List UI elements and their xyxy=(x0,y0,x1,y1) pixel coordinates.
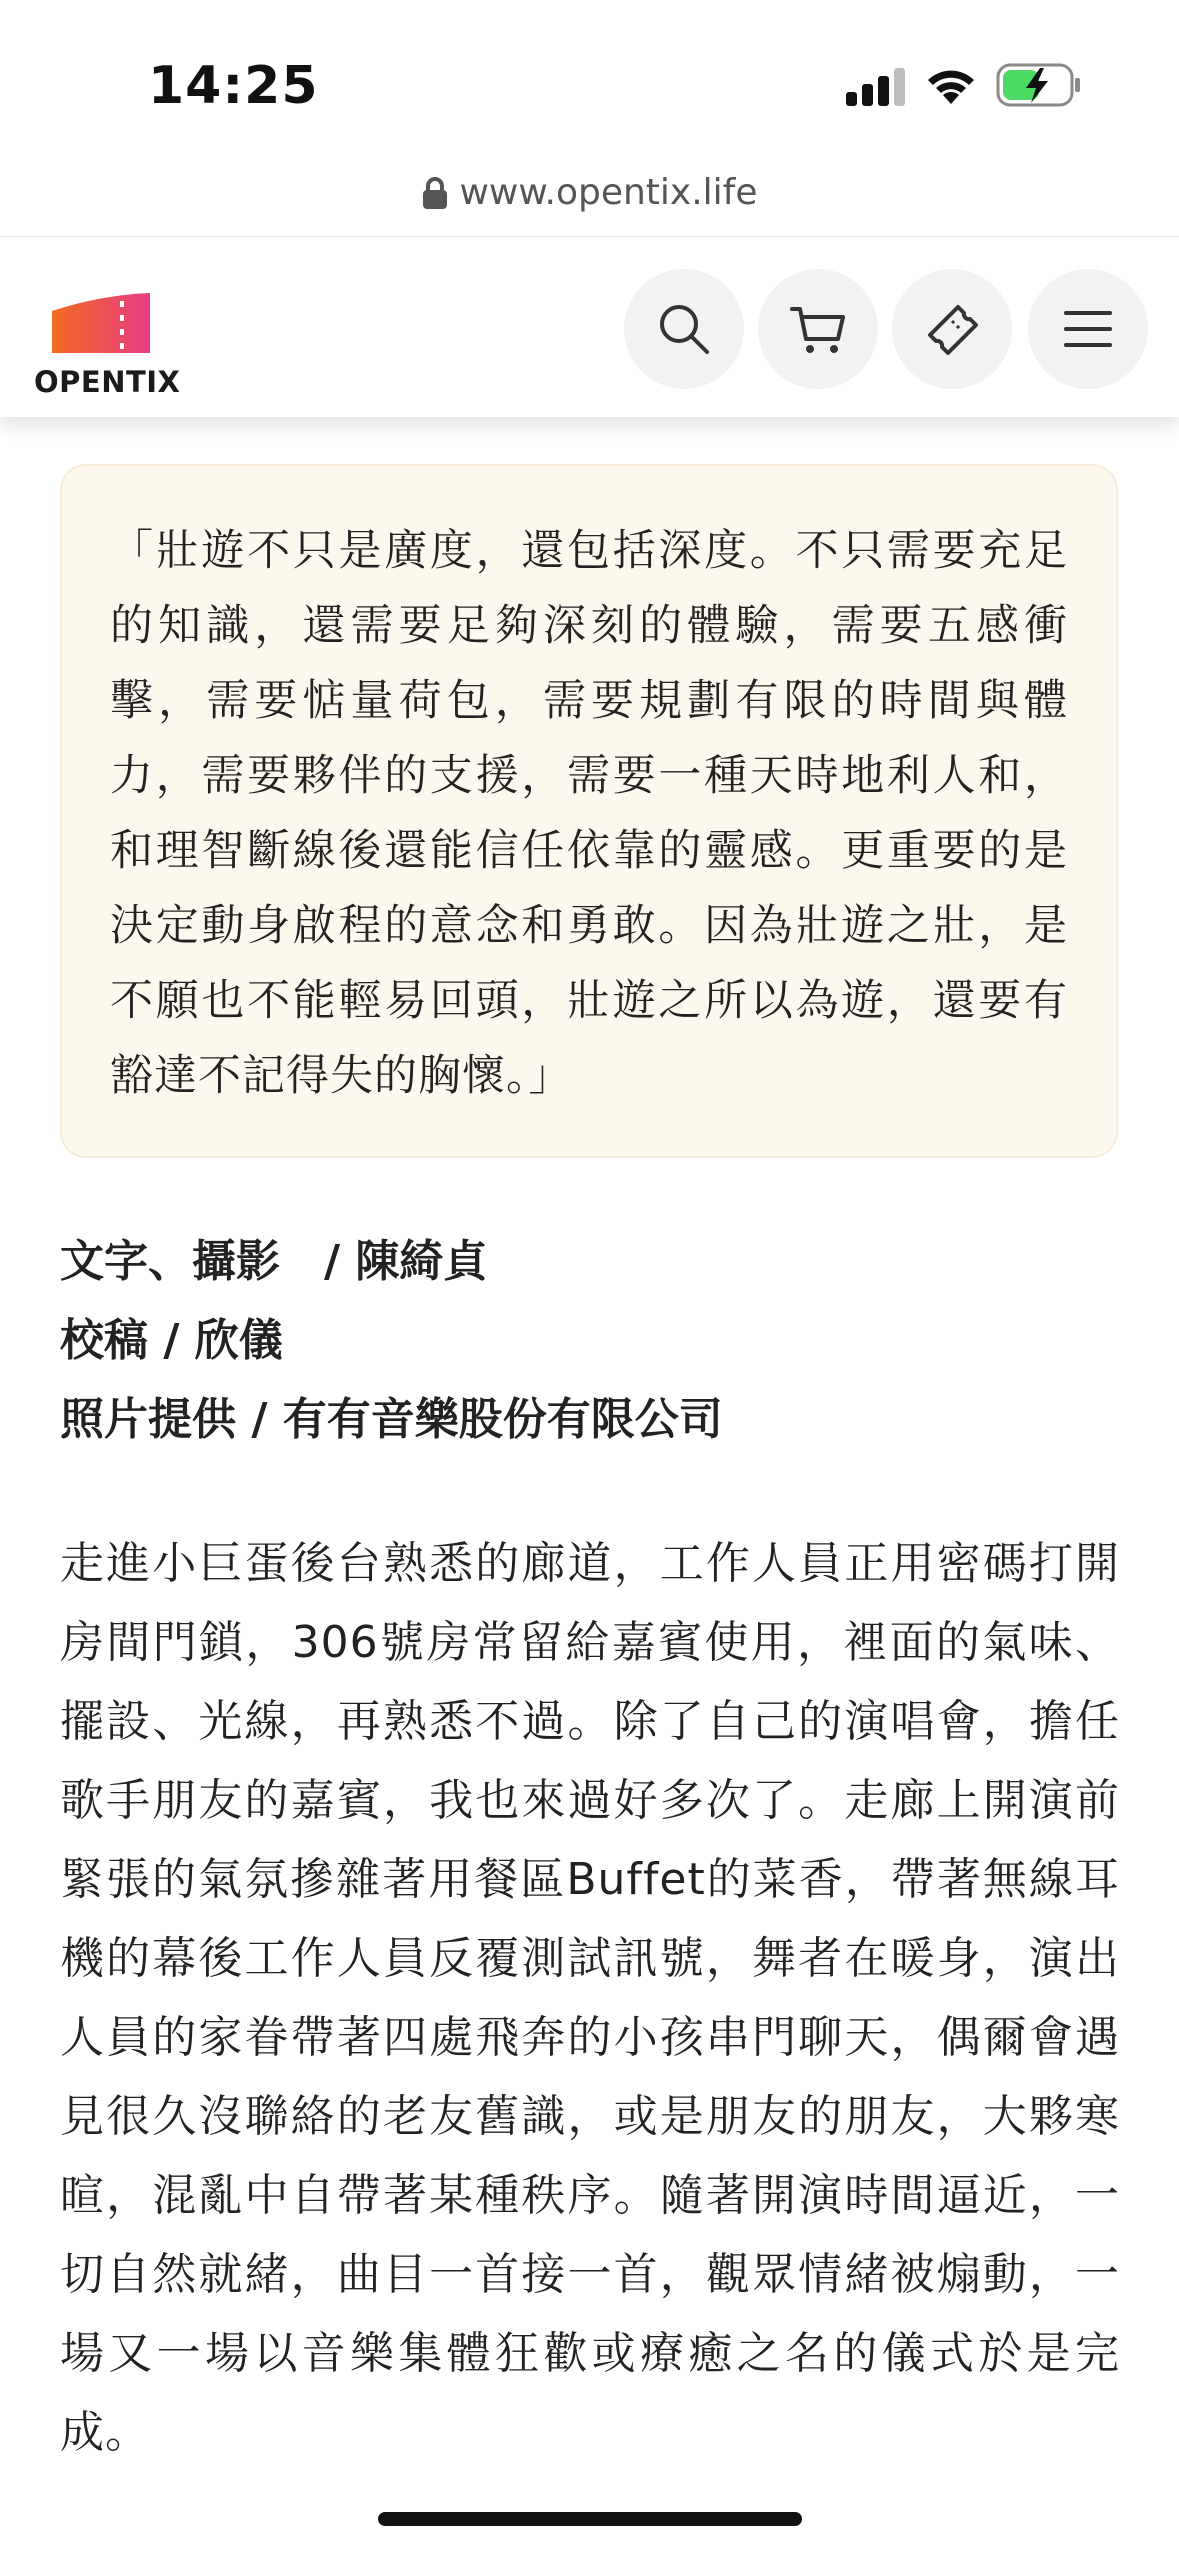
search-button[interactable] xyxy=(624,269,744,389)
lock-icon xyxy=(421,176,449,210)
search-icon xyxy=(654,299,714,359)
menu-button[interactable] xyxy=(1028,269,1148,389)
article-paragraph: 走進小巨蛋後台熟悉的廊道，工作人員正用密碼打開房間門鎖，306號房常留給嘉賓使用，裡面的氣味、擺設、光線，再熟悉不過。除了自己的演唱會，擔任歌手朋友的嘉賓，我也來過好多次了。走廊上開演前緊張的氣氛摻雜著用餐區Buffet的菜香，帶著無線耳機的幕後工作人員反覆測試訊號，舞者在暖身，演出人員的家眷帶著四處飛奔的小孩串門聊天，偶爾會遇見很久沒聯絡的老友舊識，或是朋友的朋友，大夥寒暄，混亂中自帶著某種秩序。隨著開演時間逼近，一切自然就緒，曲目一首接一首，觀眾情緒被煽動，一場又一場以音樂集體狂歡或療癒之名的儀式於是完成。 xyxy=(60,1538,1120,2458)
menu-icon xyxy=(1058,299,1118,359)
quote-text: 「壯遊不只是廣度，還包括深度。不只需要充足的知識，還需要足夠深刻的體驗，需要五感衝擊，需要惦量荷包，需要規劃有限的時間與體力，需要夥伴的支援，需要一種天時地利人和，和理智斷線後還能信任依靠的靈感。更重要的是決定動身啟程的意念和勇敢。因為壯遊之壯，是不願也不能輕易回頭，壯遊之所以為遊，還要有豁達不記得失的胸懷。」 xyxy=(110,526,1068,1101)
ticket-icon xyxy=(922,299,982,359)
cellular-signal-icon xyxy=(846,66,910,108)
credit-author: 文字、攝影 / 陳綺貞 xyxy=(60,1236,488,1287)
url-text: www.opentix.life xyxy=(459,172,758,213)
wifi-icon xyxy=(924,64,978,106)
opentix-logo-mark xyxy=(50,291,154,355)
credit-photo: 照片提供 / 有有音樂股份有限公司 xyxy=(60,1394,723,1445)
cart-icon xyxy=(788,299,848,359)
home-indicator[interactable] xyxy=(378,2512,802,2526)
article-credits xyxy=(60,1222,1120,1459)
site-header xyxy=(0,236,1179,417)
ticket-button[interactable] xyxy=(892,269,1012,389)
status-time: 14:25 xyxy=(148,56,319,116)
credit-proofreader: 校稿 / 欣儀 xyxy=(60,1315,283,1366)
cart-button[interactable] xyxy=(758,269,878,389)
logo-wordmark: OPENTIX xyxy=(34,365,181,399)
address-bar[interactable] xyxy=(0,172,1179,228)
opentix-logo[interactable] xyxy=(34,273,181,399)
status-bar xyxy=(0,0,1179,213)
battery-charging-icon xyxy=(996,62,1082,108)
quote-block xyxy=(60,464,1118,1158)
